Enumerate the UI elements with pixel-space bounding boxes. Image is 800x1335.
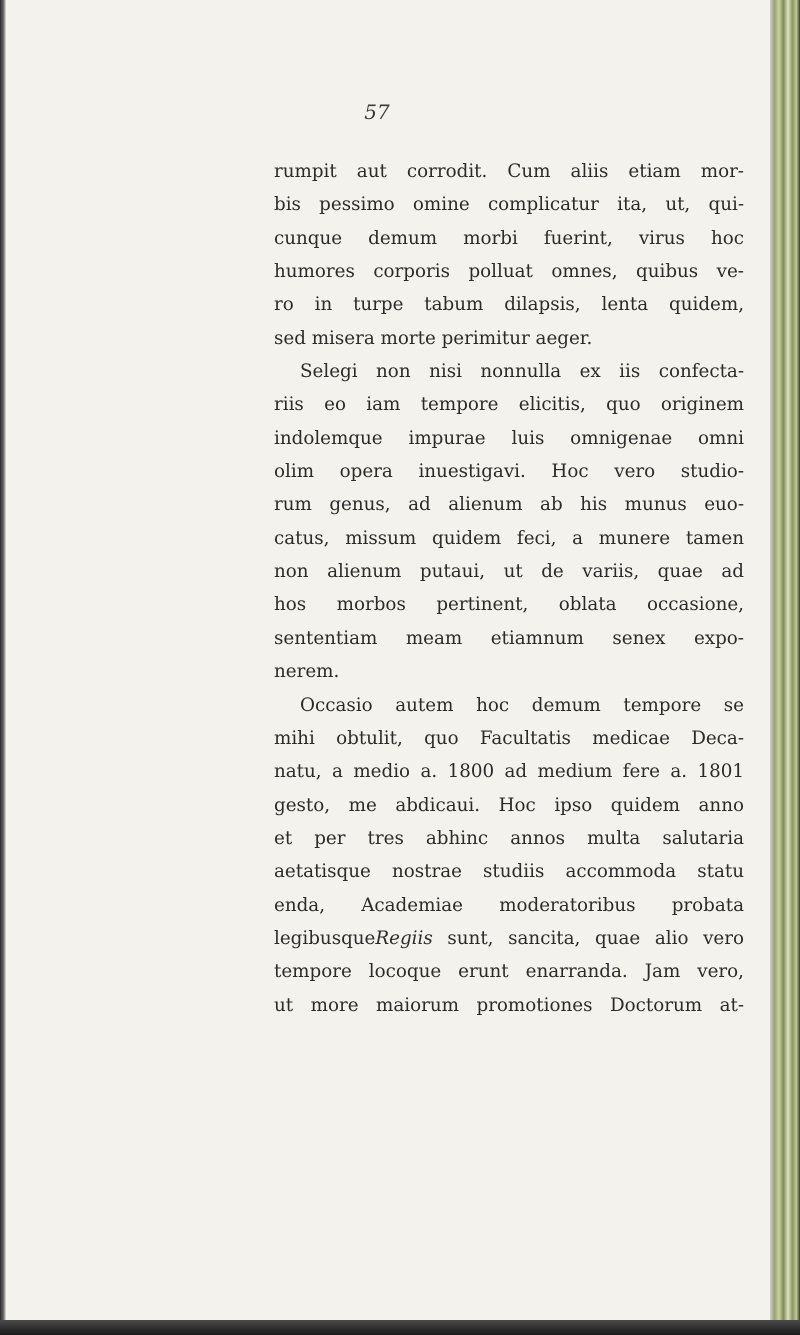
paragraph-start-line: Occasio autem hoc demum tempore se <box>300 694 744 716</box>
text-line: olim opera inuestigavi. Hoc vero studio- <box>274 461 744 483</box>
text-line: aetatisque nostrae studiis accommoda statu <box>274 861 744 883</box>
page-left-edge <box>0 0 6 1320</box>
text-line: nerem. <box>274 661 340 683</box>
text-line: sententiam meam etiamnum senex expo- <box>274 627 744 649</box>
text-line: indolemque impurae luis omnigenae omni <box>274 427 744 449</box>
text-line: humores corporis polluat omnes, quibus ve- <box>274 261 744 283</box>
text-line: rum genus, ad alienum ab his munus euo- <box>274 494 744 516</box>
text-line: hos morbos pertinent, oblata occasione, <box>274 594 744 616</box>
text-line: catus, missum quidem feci, a munere tamen <box>274 527 744 549</box>
text-line: sed misera morte perimitur aeger. <box>274 327 593 349</box>
text-line: natu, a medio a. 1800 ad medium fere a. 1801 <box>274 761 744 783</box>
text-line: mihi obtulit, quo Facultatis medicae Deca- <box>274 727 744 749</box>
text-line: tempore locoque erunt enarranda. Jam vero, <box>274 961 744 983</box>
page-number: 57 <box>364 100 390 124</box>
page-bottom-edge <box>0 1320 800 1335</box>
text-line: enda, Academiae moderatoribus probata <box>274 894 744 916</box>
text-line: ut more maiorum promotiones Doctorum at- <box>274 994 744 1016</box>
text-line: non alienum putaui, ut de variis, quae ad <box>274 561 744 583</box>
text-line <box>274 922 744 955</box>
text-fragment: legibusque <box>274 927 376 949</box>
text-line: bis pessimo omine complicatur ita, ut, qui- <box>274 194 744 216</box>
text-line: gesto, me abdicaui. Hoc ipso quidem anno <box>274 794 744 816</box>
text-line: rumpit aut corrodit. Cum aliis etiam mor- <box>274 161 744 182</box>
body-text <box>274 155 744 1022</box>
text-line: et per tres abhinc annos multa salutaria <box>274 827 744 849</box>
text-fragment: sunt, sancita, quae alio vero <box>432 927 744 949</box>
text-line: riis eo iam tempore elicitis, quo originem <box>274 394 744 416</box>
text-line: cunque demum morbi fuerint, virus hoc <box>274 227 744 249</box>
italic-word: Regiis <box>375 927 433 949</box>
paragraph-start-line: Selegi non nisi nonnulla ex iis confecta- <box>300 361 744 383</box>
text-line: ro in turpe tabum dilapsis, lenta quidem, <box>274 294 744 316</box>
page-right-edge <box>770 0 800 1335</box>
